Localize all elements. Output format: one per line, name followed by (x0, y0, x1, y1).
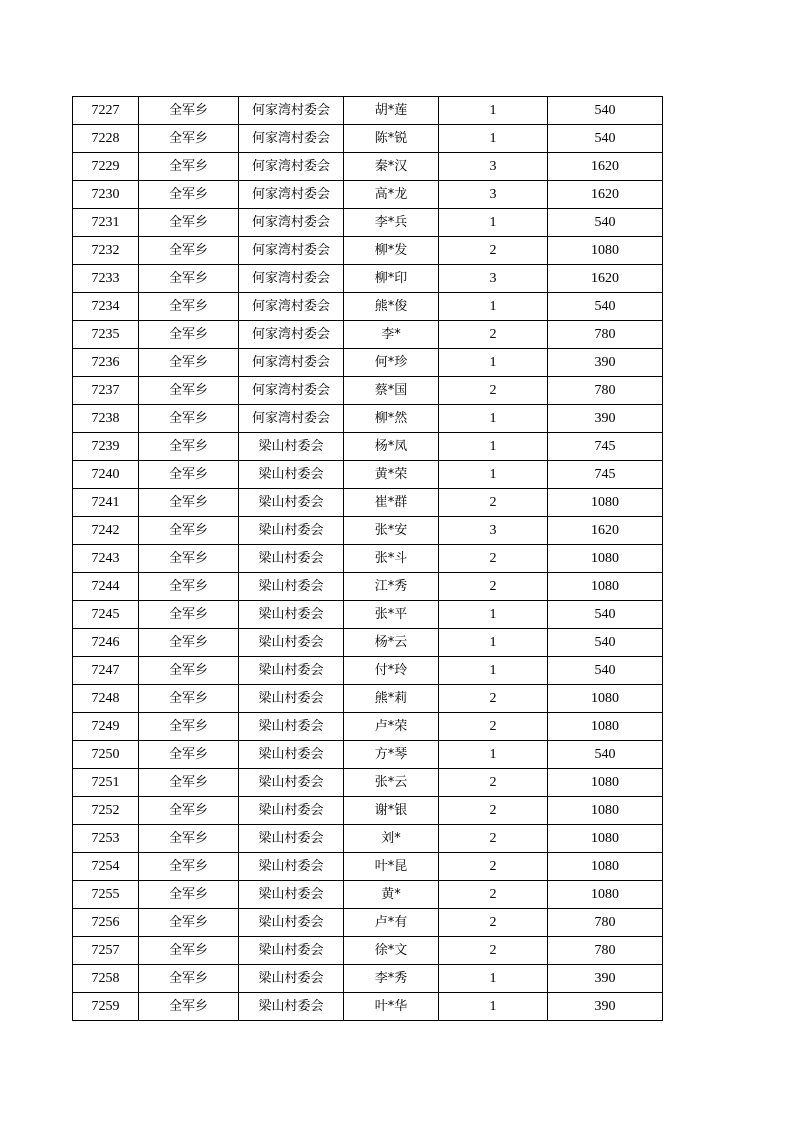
table-row (73, 881, 663, 909)
name-cell: 崔*群 (344, 489, 439, 517)
name-cell: 陈*锐 (344, 125, 439, 153)
amount-cell: 1080 (548, 881, 663, 909)
township-cell: 全军乡 (139, 461, 239, 489)
count-cell: 1 (439, 405, 548, 433)
table-row (73, 769, 663, 797)
amount-cell: 1080 (548, 769, 663, 797)
township-cell: 全军乡 (139, 209, 239, 237)
amount-cell: 780 (548, 937, 663, 965)
count-cell: 1 (439, 629, 548, 657)
village-committee-cell: 何家湾村委会 (239, 209, 344, 237)
row-number-cell: 7245 (73, 601, 139, 629)
township-cell: 全军乡 (139, 125, 239, 153)
village-committee-cell: 何家湾村委会 (239, 265, 344, 293)
row-number-cell: 7236 (73, 349, 139, 377)
name-cell: 熊*莉 (344, 685, 439, 713)
township-cell: 全军乡 (139, 321, 239, 349)
name-cell: 黄*荣 (344, 461, 439, 489)
amount-cell: 390 (548, 405, 663, 433)
row-number-cell: 7240 (73, 461, 139, 489)
amount-cell: 540 (548, 629, 663, 657)
table-row (73, 909, 663, 937)
table-row (73, 825, 663, 853)
table-row (73, 797, 663, 825)
count-cell: 2 (439, 909, 548, 937)
amount-cell: 390 (548, 349, 663, 377)
count-cell: 1 (439, 993, 548, 1021)
amount-cell: 1080 (548, 825, 663, 853)
township-cell: 全军乡 (139, 349, 239, 377)
village-committee-cell: 梁山村委会 (239, 629, 344, 657)
table-row (73, 685, 663, 713)
table-row (73, 349, 663, 377)
table-row (73, 153, 663, 181)
count-cell: 1 (439, 461, 548, 489)
row-number-cell: 7231 (73, 209, 139, 237)
table-row (73, 461, 663, 489)
township-cell: 全军乡 (139, 517, 239, 545)
row-number-cell: 7241 (73, 489, 139, 517)
table-row (73, 545, 663, 573)
name-cell: 卢*荣 (344, 713, 439, 741)
village-committee-cell: 梁山村委会 (239, 433, 344, 461)
village-committee-cell: 梁山村委会 (239, 461, 344, 489)
township-cell: 全军乡 (139, 685, 239, 713)
count-cell: 2 (439, 377, 548, 405)
table-row (73, 629, 663, 657)
table-row (73, 657, 663, 685)
name-cell: 卢*有 (344, 909, 439, 937)
name-cell: 李* (344, 321, 439, 349)
row-number-cell: 7230 (73, 181, 139, 209)
row-number-cell: 7256 (73, 909, 139, 937)
amount-cell: 1620 (548, 153, 663, 181)
township-cell: 全军乡 (139, 937, 239, 965)
table-row (73, 937, 663, 965)
row-number-cell: 7228 (73, 125, 139, 153)
name-cell: 何*珍 (344, 349, 439, 377)
village-committee-cell: 梁山村委会 (239, 965, 344, 993)
amount-cell: 1080 (548, 797, 663, 825)
village-committee-cell: 梁山村委会 (239, 685, 344, 713)
name-cell: 叶*华 (344, 993, 439, 1021)
name-cell: 杨*云 (344, 629, 439, 657)
township-cell: 全军乡 (139, 601, 239, 629)
count-cell: 2 (439, 321, 548, 349)
count-cell: 3 (439, 265, 548, 293)
name-cell: 秦*汉 (344, 153, 439, 181)
township-cell: 全军乡 (139, 965, 239, 993)
village-committee-cell: 何家湾村委会 (239, 293, 344, 321)
township-cell: 全军乡 (139, 573, 239, 601)
village-committee-cell: 梁山村委会 (239, 769, 344, 797)
township-cell: 全军乡 (139, 97, 239, 125)
table-row (73, 209, 663, 237)
name-cell: 叶*昆 (344, 853, 439, 881)
village-committee-cell: 梁山村委会 (239, 993, 344, 1021)
township-cell: 全军乡 (139, 405, 239, 433)
amount-cell: 540 (548, 657, 663, 685)
amount-cell: 390 (548, 993, 663, 1021)
name-cell: 熊*俊 (344, 293, 439, 321)
amount-cell: 780 (548, 909, 663, 937)
count-cell: 2 (439, 937, 548, 965)
table-row (73, 265, 663, 293)
village-committee-cell: 梁山村委会 (239, 657, 344, 685)
amount-cell: 1620 (548, 517, 663, 545)
row-number-cell: 7250 (73, 741, 139, 769)
row-number-cell: 7255 (73, 881, 139, 909)
row-number-cell: 7258 (73, 965, 139, 993)
township-cell: 全军乡 (139, 545, 239, 573)
name-cell: 柳*印 (344, 265, 439, 293)
amount-cell: 780 (548, 321, 663, 349)
amount-cell: 540 (548, 125, 663, 153)
table-row (73, 181, 663, 209)
name-cell: 徐*文 (344, 937, 439, 965)
village-committee-cell: 何家湾村委会 (239, 125, 344, 153)
village-committee-cell: 梁山村委会 (239, 517, 344, 545)
village-committee-cell: 梁山村委会 (239, 545, 344, 573)
township-cell: 全军乡 (139, 853, 239, 881)
row-number-cell: 7257 (73, 937, 139, 965)
row-number-cell: 7244 (73, 573, 139, 601)
name-cell: 高*龙 (344, 181, 439, 209)
count-cell: 2 (439, 545, 548, 573)
table-row (73, 377, 663, 405)
table-row (73, 125, 663, 153)
data-table (72, 96, 663, 1021)
amount-cell: 1080 (548, 237, 663, 265)
village-committee-cell: 何家湾村委会 (239, 181, 344, 209)
township-cell: 全军乡 (139, 713, 239, 741)
name-cell: 蔡*国 (344, 377, 439, 405)
amount-cell: 1620 (548, 181, 663, 209)
count-cell: 1 (439, 97, 548, 125)
row-number-cell: 7227 (73, 97, 139, 125)
amount-cell: 540 (548, 209, 663, 237)
table-row (73, 573, 663, 601)
township-cell: 全军乡 (139, 489, 239, 517)
row-number-cell: 7252 (73, 797, 139, 825)
row-number-cell: 7234 (73, 293, 139, 321)
row-number-cell: 7251 (73, 769, 139, 797)
amount-cell: 1080 (548, 853, 663, 881)
table-row (73, 853, 663, 881)
village-committee-cell: 何家湾村委会 (239, 237, 344, 265)
row-number-cell: 7233 (73, 265, 139, 293)
count-cell: 2 (439, 797, 548, 825)
amount-cell: 1080 (548, 685, 663, 713)
township-cell: 全军乡 (139, 265, 239, 293)
village-committee-cell: 何家湾村委会 (239, 405, 344, 433)
count-cell: 2 (439, 489, 548, 517)
count-cell: 1 (439, 965, 548, 993)
township-cell: 全军乡 (139, 657, 239, 685)
count-cell: 1 (439, 433, 548, 461)
village-committee-cell: 何家湾村委会 (239, 349, 344, 377)
village-committee-cell: 梁山村委会 (239, 825, 344, 853)
table-row (73, 517, 663, 545)
name-cell: 张*平 (344, 601, 439, 629)
row-number-cell: 7253 (73, 825, 139, 853)
name-cell: 李*兵 (344, 209, 439, 237)
village-committee-cell: 何家湾村委会 (239, 153, 344, 181)
amount-cell: 1080 (548, 545, 663, 573)
name-cell: 李*秀 (344, 965, 439, 993)
table-row (73, 993, 663, 1021)
township-cell: 全军乡 (139, 769, 239, 797)
amount-cell: 540 (548, 601, 663, 629)
township-cell: 全军乡 (139, 881, 239, 909)
table-row (73, 405, 663, 433)
count-cell: 2 (439, 573, 548, 601)
village-committee-cell: 梁山村委会 (239, 853, 344, 881)
township-cell: 全军乡 (139, 797, 239, 825)
village-committee-cell: 何家湾村委会 (239, 321, 344, 349)
amount-cell: 780 (548, 377, 663, 405)
village-committee-cell: 梁山村委会 (239, 797, 344, 825)
name-cell: 黄* (344, 881, 439, 909)
table-row (73, 489, 663, 517)
village-committee-cell: 梁山村委会 (239, 909, 344, 937)
count-cell: 2 (439, 237, 548, 265)
table-row (73, 741, 663, 769)
township-cell: 全军乡 (139, 909, 239, 937)
table-row (73, 293, 663, 321)
name-cell: 付*玲 (344, 657, 439, 685)
row-number-cell: 7238 (73, 405, 139, 433)
count-cell: 1 (439, 349, 548, 377)
count-cell: 2 (439, 769, 548, 797)
amount-cell: 1080 (548, 573, 663, 601)
name-cell: 刘* (344, 825, 439, 853)
village-committee-cell: 梁山村委会 (239, 713, 344, 741)
count-cell: 1 (439, 657, 548, 685)
count-cell: 2 (439, 881, 548, 909)
count-cell: 1 (439, 209, 548, 237)
count-cell: 1 (439, 293, 548, 321)
village-committee-cell: 梁山村委会 (239, 601, 344, 629)
amount-cell: 1080 (548, 713, 663, 741)
name-cell: 张*斗 (344, 545, 439, 573)
name-cell: 张*云 (344, 769, 439, 797)
village-committee-cell: 梁山村委会 (239, 573, 344, 601)
table-row (73, 965, 663, 993)
row-number-cell: 7254 (73, 853, 139, 881)
name-cell: 方*琴 (344, 741, 439, 769)
table-row (73, 237, 663, 265)
table-row (73, 321, 663, 349)
row-number-cell: 7239 (73, 433, 139, 461)
amount-cell: 745 (548, 433, 663, 461)
township-cell: 全军乡 (139, 993, 239, 1021)
village-committee-cell: 梁山村委会 (239, 937, 344, 965)
count-cell: 3 (439, 517, 548, 545)
amount-cell: 745 (548, 461, 663, 489)
village-committee-cell: 何家湾村委会 (239, 377, 344, 405)
row-number-cell: 7229 (73, 153, 139, 181)
amount-cell: 390 (548, 965, 663, 993)
row-number-cell: 7237 (73, 377, 139, 405)
village-committee-cell: 梁山村委会 (239, 741, 344, 769)
township-cell: 全军乡 (139, 825, 239, 853)
count-cell: 2 (439, 853, 548, 881)
row-number-cell: 7232 (73, 237, 139, 265)
row-number-cell: 7259 (73, 993, 139, 1021)
table-row (73, 433, 663, 461)
township-cell: 全军乡 (139, 153, 239, 181)
village-committee-cell: 梁山村委会 (239, 489, 344, 517)
table-row (73, 97, 663, 125)
row-number-cell: 7248 (73, 685, 139, 713)
township-cell: 全军乡 (139, 377, 239, 405)
township-cell: 全军乡 (139, 433, 239, 461)
name-cell: 杨*凤 (344, 433, 439, 461)
count-cell: 3 (439, 153, 548, 181)
count-cell: 1 (439, 601, 548, 629)
name-cell: 柳*发 (344, 237, 439, 265)
village-committee-cell: 何家湾村委会 (239, 97, 344, 125)
row-number-cell: 7243 (73, 545, 139, 573)
row-number-cell: 7242 (73, 517, 139, 545)
township-cell: 全军乡 (139, 181, 239, 209)
row-number-cell: 7249 (73, 713, 139, 741)
township-cell: 全军乡 (139, 629, 239, 657)
count-cell: 1 (439, 741, 548, 769)
row-number-cell: 7235 (73, 321, 139, 349)
table-row (73, 713, 663, 741)
village-committee-cell: 梁山村委会 (239, 881, 344, 909)
row-number-cell: 7246 (73, 629, 139, 657)
name-cell: 谢*银 (344, 797, 439, 825)
count-cell: 1 (439, 125, 548, 153)
count-cell: 2 (439, 685, 548, 713)
township-cell: 全军乡 (139, 293, 239, 321)
amount-cell: 1620 (548, 265, 663, 293)
township-cell: 全军乡 (139, 741, 239, 769)
row-number-cell: 7247 (73, 657, 139, 685)
name-cell: 张*安 (344, 517, 439, 545)
count-cell: 3 (439, 181, 548, 209)
name-cell: 柳*然 (344, 405, 439, 433)
name-cell: 胡*莲 (344, 97, 439, 125)
amount-cell: 540 (548, 97, 663, 125)
count-cell: 2 (439, 713, 548, 741)
amount-cell: 1080 (548, 489, 663, 517)
count-cell: 2 (439, 825, 548, 853)
table-row (73, 601, 663, 629)
amount-cell: 540 (548, 293, 663, 321)
table-body (73, 97, 663, 1021)
amount-cell: 540 (548, 741, 663, 769)
name-cell: 江*秀 (344, 573, 439, 601)
township-cell: 全军乡 (139, 237, 239, 265)
